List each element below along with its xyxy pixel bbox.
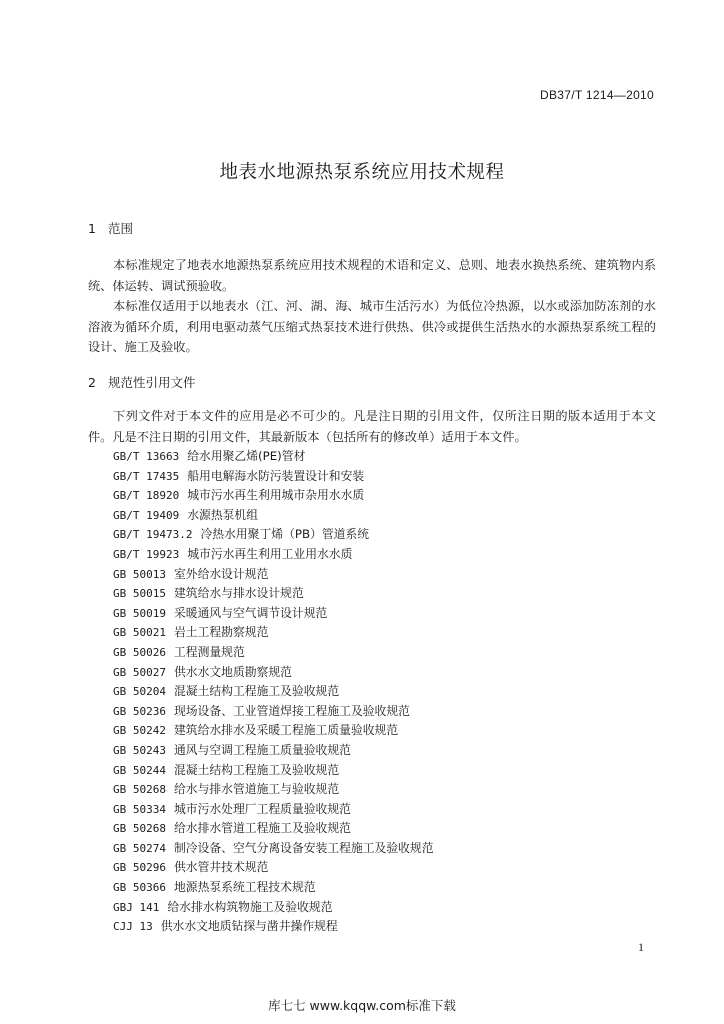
reference-code: GB 50274 <box>113 841 166 855</box>
reference-item <box>113 702 434 722</box>
reference-name: 冷热水用聚丁烯（PB）管道系统 <box>200 527 370 542</box>
watermark-footer: 库七七 www.kqqw.com标准下载 <box>268 998 456 1013</box>
reference-code: GB 50015 <box>113 587 166 601</box>
reference-name: 供水水文地质钻探与凿井操作规程 <box>160 919 338 934</box>
reference-name: 混凝土结构工程施工及验收规范 <box>173 684 340 699</box>
reference-code: GB/T 13663 <box>113 450 180 463</box>
document-title: 地表水地源热泵系统应用技术规程 <box>219 162 505 183</box>
reference-item <box>113 741 434 761</box>
reference-item <box>113 525 434 545</box>
reference-code: GB/T 19409 <box>113 508 180 522</box>
section-title: 规范性引用文件 <box>108 375 196 390</box>
reference-code: GB 50236 <box>113 704 166 718</box>
reference-item <box>113 721 434 741</box>
reference-code: GB 50027 <box>113 665 166 679</box>
reference-item <box>113 545 434 565</box>
reference-list <box>113 447 434 937</box>
standard-code: DB37/T 1214—2010 <box>540 88 654 102</box>
reference-code: GB 50334 <box>113 802 166 816</box>
reference-item <box>113 604 434 624</box>
reference-name: 给水与排水管道施工与验收规范 <box>173 782 340 797</box>
reference-code: GB 50268 <box>113 783 166 797</box>
section-heading-scope <box>88 219 133 237</box>
reference-code: GB 50243 <box>113 743 166 757</box>
reference-item <box>113 447 434 467</box>
reference-name: 供水水文地质勘察规范 <box>173 664 292 679</box>
reference-code: GB 50026 <box>113 645 166 659</box>
reference-name: 城市污水处理厂工程质量验收规范 <box>173 801 351 816</box>
reference-item <box>113 839 434 859</box>
reference-item <box>113 682 434 702</box>
section-title: 范围 <box>108 221 134 236</box>
reference-code: GB/T 19473.2 <box>113 528 193 542</box>
reference-item <box>113 643 434 663</box>
reference-item <box>113 663 434 683</box>
reference-item <box>113 623 434 643</box>
reference-name: 给水用聚乙烯(PE)管材 <box>187 449 306 463</box>
reference-name: 给水排水构筑物施工及验收规范 <box>167 899 333 914</box>
reference-item <box>113 467 434 487</box>
reference-code: GB/T 18920 <box>113 489 180 503</box>
reference-code: GB 50021 <box>113 626 166 640</box>
reference-item <box>113 565 434 585</box>
reference-name: 室外给水设计规范 <box>173 566 269 581</box>
section-heading-references <box>88 373 196 391</box>
reference-item <box>113 761 434 781</box>
reference-name: 给水排水管道工程施工及验收规范 <box>173 821 351 836</box>
reference-code: GB/T 19923 <box>113 547 180 561</box>
references-intro: 下列文件对于本文件的应用是必不可少的。凡是注日期的引用文件，仅所注日期的版本适用于本文件。凡是不注日期的引用文件，其最新版本（包括所有的修改单）适用于本文件。 <box>88 409 656 444</box>
reference-code: GB 50296 <box>113 861 166 875</box>
reference-name: 建筑给水与排水设计规范 <box>173 586 304 601</box>
reference-name: 通风与空调工程施工质量验收规范 <box>173 742 351 757</box>
reference-code: GB 50019 <box>113 606 166 620</box>
section-number: 2 <box>88 375 96 390</box>
section-number: 1 <box>88 221 96 236</box>
reference-code: GB 50242 <box>113 724 166 738</box>
reference-code: GB 50204 <box>113 685 166 699</box>
reference-name: 地源热泵系统工程技术规范 <box>173 880 316 895</box>
reference-item <box>113 878 434 898</box>
reference-item <box>113 800 434 820</box>
reference-code: GB 50366 <box>113 881 166 895</box>
reference-name: 水源热泵机组 <box>187 507 259 522</box>
reference-item <box>113 917 434 937</box>
reference-name: 城市污水再生利用工业用水水质 <box>187 546 353 561</box>
reference-code: GBJ 141 <box>113 900 160 914</box>
reference-name: 供水管井技术规范 <box>173 860 269 875</box>
reference-code: CJJ 13 <box>113 920 153 934</box>
reference-item <box>113 898 434 918</box>
scope-paragraph-2: 本标准仅适用于以地表水（江、河、湖、海、城市生活污水）为低位冷热源，以水或添加防冻剂的水溶液为循环介质，利用电驱动蒸气压缩式热泵技术进行供热、供冷或提供生活热水的水源热泵系统工程的设计、施工及验收。 <box>88 299 656 354</box>
reference-name: 工程测量规范 <box>173 644 245 659</box>
reference-code: GB 50013 <box>113 567 166 581</box>
reference-name: 制冷设备、空气分离设备安装工程施工及验收规范 <box>173 840 434 855</box>
reference-code: GB 50268 <box>113 822 166 836</box>
reference-code: GB 50244 <box>113 763 166 777</box>
reference-item <box>113 486 434 506</box>
reference-name: 岩土工程勘察规范 <box>173 625 269 640</box>
reference-item <box>113 584 434 604</box>
reference-name: 船用电解海水防污装置设计和安装 <box>187 468 365 483</box>
reference-name: 采暖通风与空气调节设计规范 <box>173 605 328 620</box>
page-number: 1 <box>638 940 644 954</box>
reference-item <box>113 506 434 526</box>
reference-item <box>113 819 434 839</box>
reference-name: 现场设备、工业管道焊接工程施工及验收规范 <box>173 703 410 718</box>
reference-name: 建筑给水排水及采暖工程施工质量验收规范 <box>173 723 399 738</box>
reference-item <box>113 780 434 800</box>
scope-paragraph-1: 本标准规定了地表水地源热泵系统应用技术规程的术语和定义、总则、地表水换热系统、建筑物内系统、体运转、调试预验收。 <box>88 258 656 293</box>
reference-code: GB/T 17435 <box>113 469 180 483</box>
reference-item <box>113 858 434 878</box>
reference-name: 城市污水再生利用城市杂用水水质 <box>187 488 365 503</box>
reference-name: 混凝土结构工程施工及验收规范 <box>173 762 340 777</box>
